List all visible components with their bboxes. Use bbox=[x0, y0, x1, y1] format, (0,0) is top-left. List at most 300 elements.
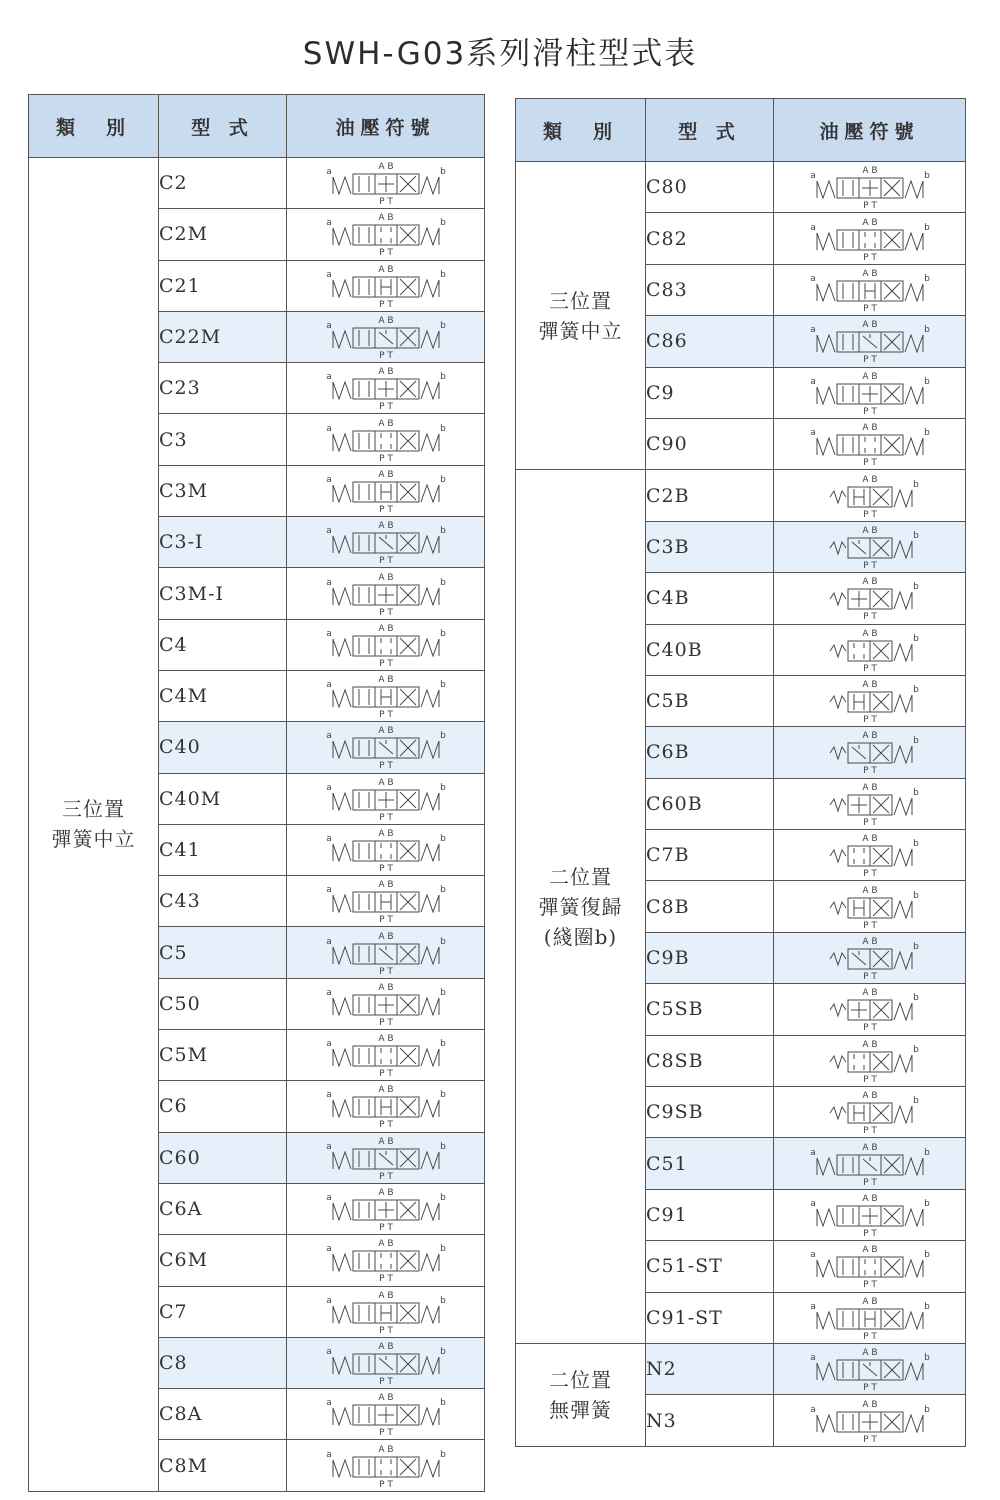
hydraulic-symbol-cell bbox=[774, 881, 966, 932]
category-cell: 三位置 彈簧中立 bbox=[29, 158, 159, 1492]
port-label-b: b bbox=[923, 325, 930, 336]
table-row bbox=[29, 158, 485, 209]
port-label-ab: A B bbox=[377, 1085, 394, 1096]
port-label-ab: A B bbox=[861, 1245, 878, 1256]
header-category: 類 別 bbox=[29, 95, 159, 158]
hydraulic-symbol-cell bbox=[287, 1337, 485, 1388]
hydraulic-symbol-cell bbox=[774, 932, 966, 983]
port-label-a: a bbox=[809, 428, 816, 439]
valve-symbol-icon bbox=[316, 1237, 456, 1283]
valve-symbol-icon bbox=[316, 468, 456, 514]
port-label-ab: A B bbox=[377, 880, 394, 891]
spool-model-code: C51-ST bbox=[646, 1241, 774, 1292]
port-label-ab: A B bbox=[377, 469, 394, 480]
hydraulic-symbol-cell bbox=[774, 1035, 966, 1086]
spool-model-code: C86 bbox=[646, 316, 774, 367]
valve-symbol-icon bbox=[316, 776, 456, 822]
spool-model-code: C8 bbox=[159, 1337, 287, 1388]
port-label-pt: P T bbox=[378, 556, 393, 566]
spool-model-code: N3 bbox=[646, 1395, 774, 1446]
port-label-b: b bbox=[912, 479, 919, 490]
port-label-a: a bbox=[325, 885, 332, 896]
port-label-b: b bbox=[923, 1147, 930, 1158]
spool-model-code: C8M bbox=[159, 1440, 287, 1491]
port-label-b: b bbox=[912, 787, 919, 798]
port-label-ab: A B bbox=[861, 217, 878, 228]
port-label-pt: P T bbox=[862, 1383, 877, 1393]
hydraulic-symbol-cell bbox=[774, 521, 966, 572]
port-label-ab: A B bbox=[377, 1239, 394, 1250]
valve-symbol-icon bbox=[800, 1192, 940, 1238]
hydraulic-symbol-cell bbox=[287, 311, 485, 362]
hydraulic-symbol-cell bbox=[774, 1395, 966, 1446]
port-label-ab: A B bbox=[861, 834, 878, 845]
port-label-ab: A B bbox=[377, 1444, 394, 1455]
hydraulic-symbol-cell bbox=[774, 727, 966, 778]
port-label-b: b bbox=[923, 1301, 930, 1312]
port-label-b: b bbox=[439, 936, 446, 947]
port-label-pt: P T bbox=[378, 197, 393, 207]
port-label-ab: A B bbox=[377, 1393, 394, 1404]
port-label-b: b bbox=[923, 1250, 930, 1261]
port-label-a: a bbox=[325, 680, 332, 691]
hydraulic-symbol-cell bbox=[774, 1189, 966, 1240]
category-cell: 二位置 無彈簧 bbox=[516, 1343, 646, 1446]
port-label-b: b bbox=[923, 171, 930, 182]
port-label-a: a bbox=[809, 325, 816, 336]
header-symbol: 油壓符號 bbox=[287, 95, 485, 158]
spool-model-code: C60B bbox=[646, 778, 774, 829]
valve-symbol-icon bbox=[316, 981, 456, 1027]
port-label-b: b bbox=[439, 885, 446, 896]
port-label-ab: A B bbox=[377, 1034, 394, 1045]
port-label-ab: A B bbox=[861, 885, 878, 896]
valve-symbol-icon bbox=[800, 1243, 940, 1289]
spool-model-code: C4M bbox=[159, 670, 287, 721]
port-label-ab: A B bbox=[861, 680, 878, 691]
port-label-b: b bbox=[912, 839, 919, 850]
port-label-a: a bbox=[809, 1250, 816, 1261]
port-label-pt: P T bbox=[862, 458, 877, 468]
port-label-ab: A B bbox=[377, 777, 394, 788]
valve-symbol-icon bbox=[800, 318, 940, 364]
port-label-pt: P T bbox=[862, 715, 877, 725]
port-label-a: a bbox=[325, 1090, 332, 1101]
port-label-pt: P T bbox=[862, 766, 877, 776]
port-label-a: a bbox=[325, 1193, 332, 1204]
valve-symbol-icon bbox=[800, 1141, 940, 1187]
port-label-a: a bbox=[325, 474, 332, 485]
port-label-ab: A B bbox=[377, 367, 394, 378]
port-label-ab: A B bbox=[377, 572, 394, 583]
port-label-ab: A B bbox=[861, 1348, 878, 1359]
port-label-a: a bbox=[809, 1404, 816, 1415]
valve-symbol-icon bbox=[316, 724, 456, 770]
port-label-ab: A B bbox=[861, 525, 878, 536]
port-label-ab: A B bbox=[861, 268, 878, 279]
hydraulic-symbol-cell bbox=[287, 1132, 485, 1183]
hydraulic-symbol-cell bbox=[774, 1292, 966, 1343]
port-label-ab: A B bbox=[377, 675, 394, 686]
spool-model-code: C4B bbox=[646, 573, 774, 624]
spool-model-code: C6 bbox=[159, 1081, 287, 1132]
valve-symbol-icon bbox=[316, 930, 456, 976]
port-label-b: b bbox=[439, 987, 446, 998]
port-label-ab: A B bbox=[861, 320, 878, 331]
spool-model-code: C5M bbox=[159, 1030, 287, 1081]
spool-model-code: C91 bbox=[646, 1189, 774, 1240]
port-label-pt: P T bbox=[862, 1126, 877, 1136]
port-label-a: a bbox=[809, 222, 816, 233]
port-label-pt: P T bbox=[862, 201, 877, 211]
port-label-a: a bbox=[325, 987, 332, 998]
hydraulic-symbol-cell bbox=[287, 927, 485, 978]
port-label-pt: P T bbox=[378, 1325, 393, 1335]
hydraulic-symbol-cell bbox=[774, 830, 966, 881]
port-label-pt: P T bbox=[862, 1331, 877, 1341]
port-label-pt: P T bbox=[862, 1074, 877, 1084]
spool-model-code: C7B bbox=[646, 830, 774, 881]
port-label-pt: P T bbox=[378, 1017, 393, 1027]
port-label-pt: P T bbox=[862, 509, 877, 519]
port-label-b: b bbox=[923, 428, 930, 439]
port-label-b: b bbox=[439, 218, 446, 229]
category-cell: 二位置 彈簧復歸 (綫圈b) bbox=[516, 470, 646, 1344]
hydraulic-symbol-cell bbox=[774, 162, 966, 213]
port-label-b: b bbox=[439, 782, 446, 793]
port-label-a: a bbox=[325, 526, 332, 537]
spool-model-code: C3M-I bbox=[159, 568, 287, 619]
port-label-a: a bbox=[325, 1141, 332, 1152]
port-label-pt: P T bbox=[378, 812, 393, 822]
valve-symbol-icon bbox=[800, 627, 940, 673]
port-label-pt: P T bbox=[862, 817, 877, 827]
port-label-a: a bbox=[809, 273, 816, 284]
port-label-b: b bbox=[439, 834, 446, 844]
hydraulic-symbol-cell bbox=[774, 573, 966, 624]
valve-symbol-icon bbox=[800, 164, 940, 210]
hydraulic-symbol-cell bbox=[287, 722, 485, 773]
hydraulic-symbol-cell bbox=[287, 824, 485, 875]
port-label-ab: A B bbox=[861, 1142, 878, 1153]
port-label-b: b bbox=[439, 1141, 446, 1152]
port-label-b: b bbox=[439, 321, 446, 332]
port-label-a: a bbox=[325, 577, 332, 588]
hydraulic-symbol-cell bbox=[287, 978, 485, 1029]
valve-symbol-icon bbox=[800, 1038, 940, 1084]
port-label-pt: P T bbox=[378, 248, 393, 258]
port-label-b: b bbox=[439, 1244, 446, 1255]
port-label-b: b bbox=[439, 167, 446, 178]
port-label-ab: A B bbox=[861, 1399, 878, 1410]
spool-model-code: C91-ST bbox=[646, 1292, 774, 1343]
hydraulic-symbol-cell bbox=[287, 414, 485, 465]
hydraulic-symbol-cell bbox=[287, 1389, 485, 1440]
hydraulic-symbol-cell bbox=[774, 778, 966, 829]
port-label-b: b bbox=[439, 731, 446, 742]
port-label-pt: P T bbox=[378, 299, 393, 309]
hydraulic-symbol-cell bbox=[287, 363, 485, 414]
port-label-pt: P T bbox=[862, 663, 877, 673]
hydraulic-symbol-cell bbox=[287, 773, 485, 824]
port-label-a: a bbox=[325, 1244, 332, 1255]
port-label-pt: P T bbox=[862, 612, 877, 622]
port-label-b: b bbox=[439, 474, 446, 485]
port-label-ab: A B bbox=[861, 1194, 878, 1204]
hydraulic-symbol-cell bbox=[287, 1235, 485, 1286]
port-label-pt: P T bbox=[862, 869, 877, 879]
spool-model-code: C3 bbox=[159, 414, 287, 465]
port-label-ab: A B bbox=[377, 1188, 394, 1199]
port-label-pt: P T bbox=[862, 1177, 877, 1187]
valve-symbol-icon bbox=[800, 1398, 940, 1444]
left-spool-table bbox=[28, 94, 485, 1492]
port-label-ab: A B bbox=[861, 423, 878, 434]
hydraulic-symbol-cell bbox=[287, 619, 485, 670]
port-label-b: b bbox=[912, 1044, 919, 1055]
spool-model-code: C7 bbox=[159, 1286, 287, 1337]
spool-model-code: C2M bbox=[159, 209, 287, 260]
port-label-pt: P T bbox=[862, 1280, 877, 1290]
port-label-a: a bbox=[325, 1449, 332, 1460]
valve-symbol-icon bbox=[316, 1186, 456, 1232]
port-label-ab: A B bbox=[377, 213, 394, 224]
spool-model-code: C9 bbox=[646, 367, 774, 418]
table-header-row bbox=[29, 95, 485, 158]
spool-model-code: C43 bbox=[159, 876, 287, 927]
spool-model-code: C5SB bbox=[646, 984, 774, 1035]
valve-symbol-icon bbox=[800, 267, 940, 313]
port-label-b: b bbox=[439, 372, 446, 383]
hydraulic-symbol-cell bbox=[287, 1183, 485, 1234]
table-row bbox=[516, 162, 966, 213]
port-label-pt: P T bbox=[378, 1223, 393, 1233]
hydraulic-symbol-cell bbox=[287, 1286, 485, 1337]
port-label-pt: P T bbox=[378, 1376, 393, 1386]
port-label-b: b bbox=[439, 680, 446, 691]
hydraulic-symbol-cell bbox=[774, 367, 966, 418]
port-label-ab: A B bbox=[377, 931, 394, 942]
port-label-b: b bbox=[923, 376, 930, 387]
port-label-ab: A B bbox=[377, 418, 394, 429]
port-label-pt: P T bbox=[378, 453, 393, 463]
header-category: 類 別 bbox=[516, 99, 646, 162]
port-label-b: b bbox=[912, 582, 919, 593]
port-label-ab: A B bbox=[377, 1341, 394, 1352]
port-label-ab: A B bbox=[377, 316, 394, 327]
valve-symbol-icon bbox=[316, 1443, 456, 1489]
hydraulic-symbol-cell bbox=[774, 624, 966, 675]
port-label-a: a bbox=[809, 1147, 816, 1158]
port-label-pt: P T bbox=[378, 607, 393, 617]
port-label-b: b bbox=[439, 1090, 446, 1101]
port-label-a: a bbox=[809, 1353, 816, 1364]
valve-symbol-icon bbox=[316, 160, 456, 206]
port-label-pt: P T bbox=[378, 966, 393, 976]
spool-model-code: C21 bbox=[159, 260, 287, 311]
hydraulic-symbol-cell bbox=[774, 418, 966, 469]
spool-model-code: C3B bbox=[646, 521, 774, 572]
port-label-pt: P T bbox=[378, 1274, 393, 1284]
valve-symbol-icon bbox=[316, 878, 456, 924]
valve-symbol-icon bbox=[800, 473, 940, 519]
port-label-ab: A B bbox=[861, 731, 878, 742]
port-label-ab: A B bbox=[377, 829, 394, 839]
port-label-pt: P T bbox=[862, 303, 877, 313]
port-label-pt: P T bbox=[862, 1229, 877, 1238]
port-label-a: a bbox=[325, 834, 332, 844]
valve-symbol-icon bbox=[316, 673, 456, 719]
port-label-pt: P T bbox=[862, 972, 877, 982]
spool-model-code: C2B bbox=[646, 470, 774, 521]
hydraulic-symbol-cell bbox=[287, 209, 485, 260]
valve-symbol-icon bbox=[316, 1083, 456, 1129]
valve-symbol-icon bbox=[316, 1391, 456, 1437]
port-label-pt: P T bbox=[862, 406, 877, 416]
port-label-pt: P T bbox=[378, 1069, 393, 1079]
port-label-a: a bbox=[325, 167, 332, 178]
valve-symbol-icon bbox=[316, 263, 456, 309]
hydraulic-symbol-cell bbox=[774, 1087, 966, 1138]
port-label-pt: P T bbox=[378, 1120, 393, 1130]
port-label-b: b bbox=[912, 1096, 919, 1107]
valve-symbol-icon bbox=[800, 216, 940, 262]
spool-model-code: C6M bbox=[159, 1235, 287, 1286]
port-label-a: a bbox=[325, 1039, 332, 1050]
port-label-pt: P T bbox=[862, 1434, 877, 1444]
port-label-b: b bbox=[912, 942, 919, 953]
port-label-b: b bbox=[439, 628, 446, 639]
port-label-b: b bbox=[439, 1039, 446, 1050]
hydraulic-symbol-cell bbox=[287, 568, 485, 619]
port-label-ab: A B bbox=[861, 1091, 878, 1102]
port-label-a: a bbox=[809, 376, 816, 387]
hydraulic-symbol-cell bbox=[287, 517, 485, 568]
hydraulic-symbol-cell bbox=[774, 1343, 966, 1394]
port-label-ab: A B bbox=[377, 162, 394, 173]
spool-model-code: C90 bbox=[646, 418, 774, 469]
valve-symbol-icon bbox=[316, 827, 456, 873]
spool-model-code: C82 bbox=[646, 213, 774, 264]
port-label-a: a bbox=[809, 1199, 816, 1209]
spool-model-code: C6A bbox=[159, 1183, 287, 1234]
valve-symbol-icon bbox=[800, 575, 940, 621]
header-model: 型 式 bbox=[646, 99, 774, 162]
port-label-ab: A B bbox=[377, 623, 394, 634]
spool-model-code: C5 bbox=[159, 927, 287, 978]
port-label-ab: A B bbox=[861, 1296, 878, 1307]
port-label-pt: P T bbox=[862, 560, 877, 570]
port-label-b: b bbox=[923, 1404, 930, 1415]
port-label-pt: P T bbox=[378, 1479, 393, 1489]
valve-symbol-icon bbox=[800, 370, 940, 416]
spool-model-code: C60 bbox=[159, 1132, 287, 1183]
port-label-ab: A B bbox=[377, 726, 394, 737]
port-label-ab: A B bbox=[861, 782, 878, 793]
valve-symbol-icon bbox=[800, 524, 940, 570]
table-row bbox=[516, 1343, 966, 1394]
port-label-b: b bbox=[439, 1449, 446, 1460]
valve-symbol-icon bbox=[316, 211, 456, 257]
port-label-pt: P T bbox=[862, 355, 877, 365]
valve-symbol-icon bbox=[800, 1295, 940, 1341]
valve-symbol-icon bbox=[800, 729, 940, 775]
port-label-pt: P T bbox=[378, 402, 393, 412]
hydraulic-symbol-cell bbox=[287, 158, 485, 209]
hydraulic-symbol-cell bbox=[774, 264, 966, 315]
valve-symbol-icon bbox=[800, 1089, 940, 1135]
valve-symbol-icon bbox=[316, 519, 456, 565]
table-row bbox=[516, 470, 966, 521]
hydraulic-symbol-cell bbox=[774, 984, 966, 1035]
spool-model-code: C83 bbox=[646, 264, 774, 315]
port-label-pt: P T bbox=[378, 1428, 393, 1438]
port-label-pt: P T bbox=[378, 761, 393, 771]
port-label-ab: A B bbox=[377, 1290, 394, 1301]
port-label-b: b bbox=[912, 993, 919, 1004]
spool-model-code: C4 bbox=[159, 619, 287, 670]
valve-symbol-icon bbox=[800, 935, 940, 981]
valve-symbol-icon bbox=[800, 832, 940, 878]
port-label-a: a bbox=[325, 936, 332, 947]
hydraulic-symbol-cell bbox=[287, 876, 485, 927]
spool-model-code: C40M bbox=[159, 773, 287, 824]
spool-model-code: N2 bbox=[646, 1343, 774, 1394]
port-label-pt: P T bbox=[378, 864, 393, 873]
port-label-a: a bbox=[325, 782, 332, 793]
port-label-ab: A B bbox=[861, 1039, 878, 1050]
port-label-b: b bbox=[912, 736, 919, 747]
valve-symbol-icon bbox=[316, 1289, 456, 1335]
port-label-pt: P T bbox=[378, 658, 393, 668]
valve-symbol-icon bbox=[316, 365, 456, 411]
table-header-row bbox=[516, 99, 966, 162]
valve-symbol-icon bbox=[316, 1340, 456, 1386]
spool-model-code: C8A bbox=[159, 1389, 287, 1440]
port-label-ab: A B bbox=[377, 264, 394, 275]
page-title: SWH-G03系列滑柱型式表 bbox=[302, 36, 698, 72]
hydraulic-symbol-cell bbox=[287, 465, 485, 516]
hydraulic-symbol-cell bbox=[287, 260, 485, 311]
port-label-a: a bbox=[325, 269, 332, 280]
spool-model-code: C50 bbox=[159, 978, 287, 1029]
hydraulic-symbol-cell bbox=[287, 670, 485, 721]
spool-model-code: C8SB bbox=[646, 1035, 774, 1086]
port-label-a: a bbox=[325, 1295, 332, 1306]
port-label-pt: P T bbox=[862, 252, 877, 262]
port-label-b: b bbox=[439, 1295, 446, 1306]
port-label-ab: A B bbox=[861, 474, 878, 485]
hydraulic-symbol-cell bbox=[774, 470, 966, 521]
port-label-b: b bbox=[923, 222, 930, 233]
port-label-a: a bbox=[325, 1398, 332, 1409]
port-label-pt: P T bbox=[378, 1171, 393, 1181]
valve-symbol-icon bbox=[316, 571, 456, 617]
port-label-b: b bbox=[912, 685, 919, 696]
port-label-ab: A B bbox=[861, 166, 878, 177]
port-label-ab: A B bbox=[377, 521, 394, 532]
port-label-pt: P T bbox=[378, 351, 393, 361]
header-model: 型 式 bbox=[159, 95, 287, 158]
spool-model-code: C6B bbox=[646, 727, 774, 778]
spool-model-code: C80 bbox=[646, 162, 774, 213]
valve-symbol-icon bbox=[316, 1032, 456, 1078]
hydraulic-symbol-cell bbox=[774, 675, 966, 726]
port-label-pt: P T bbox=[862, 920, 877, 930]
valve-symbol-icon bbox=[316, 314, 456, 360]
port-label-b: b bbox=[923, 273, 930, 284]
port-label-pt: P T bbox=[378, 710, 393, 720]
